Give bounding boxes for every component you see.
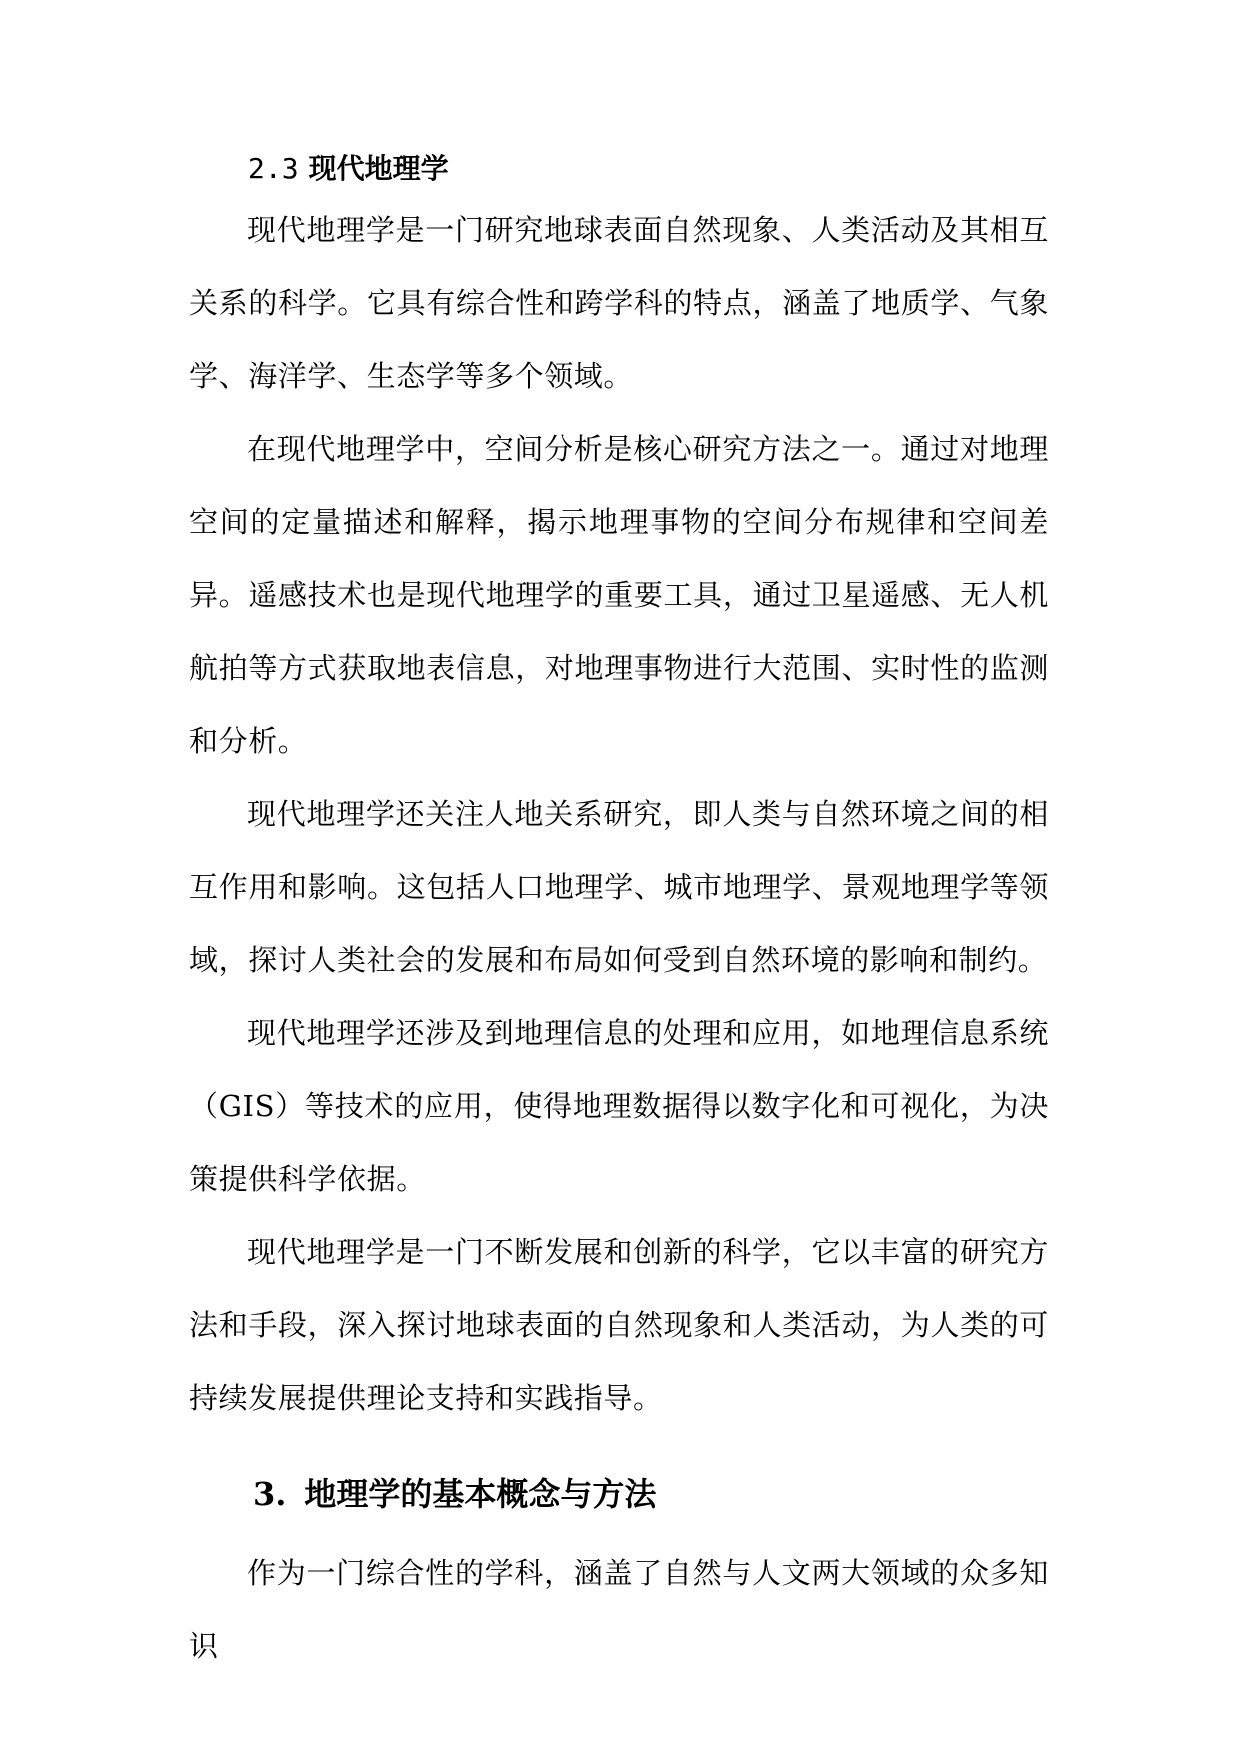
paragraph: 现代地理学还关注人地关系研究，即人类与自然环境之间的相互作用和影响。这包括人口地理学、城市地理学、景观地理学等领域，探讨人类社会的发展和布局如何受到自然环境的影响和制约。 <box>189 797 1049 977</box>
section-title: 地理学的基本概念与方法 <box>304 1475 657 1513</box>
section-number: 3. <box>253 1475 287 1513</box>
paragraph: 现代地理学是一门研究地球表面自然现象、人类活动及其相互关系的科学。它具有综合性和跨学科的特点，涵盖了地质学、气象学、海洋学、生态学等多个领域。 <box>189 213 1049 393</box>
section-3-body <box>189 1537 1049 1683</box>
section-heading-2-3 <box>248 145 449 193</box>
section-2-3-body <box>189 194 1049 1435</box>
paragraph: 现代地理学还涉及到地理信息的处理和应用，如地理信息系统（GIS）等技术的应用，使得地理数据得以数字化和可视化，为决策提供科学依据。 <box>189 1016 1049 1196</box>
section-number: 2.3 <box>248 152 299 185</box>
section-title: 现代地理学 <box>308 152 449 185</box>
paragraph: 作为一门综合性的学科，涵盖了自然与人文两大领域的众多知识 <box>189 1556 1049 1663</box>
section-heading-3 <box>253 1469 656 1519</box>
paragraph: 在现代地理学中，空间分析是核心研究方法之一。通过对地理空间的定量描述和解释，揭示地理事物的空间分布规律和空间差异。遥感技术也是现代地理学的重要工具，通过卫星遥感、无人机航拍等方式获取地表信息，对地理事物进行大范围、实时性的监测和分析。 <box>189 432 1049 758</box>
paragraph: 现代地理学是一门不断发展和创新的科学，它以丰富的研究方法和手段，深入探讨地球表面的自然现象和人类活动，为人类的可持续发展提供理论支持和实践指导。 <box>189 1235 1049 1415</box>
